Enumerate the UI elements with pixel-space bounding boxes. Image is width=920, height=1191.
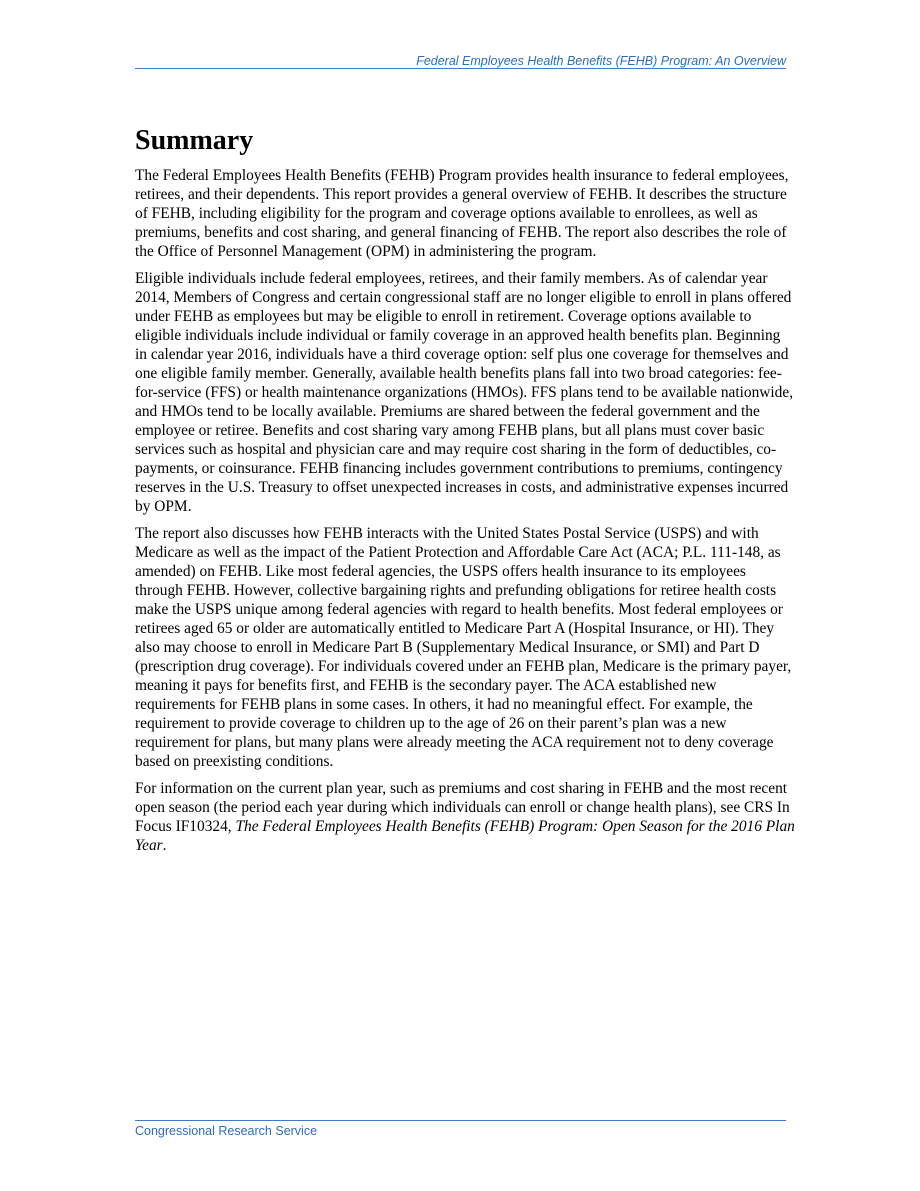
summary-paragraph-4	[135, 779, 795, 855]
running-footer-organization: Congressional Research Service	[135, 1124, 318, 1138]
summary-paragraph-1: The Federal Employees Health Benefits (FEHB) Program provides health insurance to federal employees, retirees, and their dependents. This report provides a general overview of FEHB. It describes the structure of FEHB, including eligibility for the program and coverage options available to enrollees, as well as premiums, benefits and cost sharing, and general financing of FEHB. The report also describes the role of the Office of Personnel Management (OPM) in administering the program.	[135, 167, 789, 260]
running-header-title: Federal Employees Health Benefits (FEHB) Program: An Overview	[416, 54, 786, 68]
footer-rule	[135, 1120, 786, 1121]
summary-paragraph-2: Eligible individuals include federal employees, retirees, and their family members. As of calendar year 2014, Members of Congress and certain congressional staff are no longer eligible to enroll in plans offered under FEHB as employees but may be eligible to enroll in retirement. Coverage options available to eligible individuals include individual or family coverage in an approved health benefits plan. Beginning in calendar year 2016, individuals have a third coverage option: self plus one coverage for themselves and one eligible family member. Generally, available health benefits plans fall into two broad categories: fee-for-service (FFS) or health maintenance organizations (HMOs). FFS plans tend to be available nationwide, and HMOs tend to be locally available. Premiums are shared between the federal government and the employee or retiree. Benefits and cost sharing vary among FEHB plans, but all plans must cover basic services such as hospital and physician care and may require cost sharing in the form of deductibles, co-payments, or coinsurance. FEHB financing includes government contributions to premiums, contingency reserves in the U.S. Treasury to offset unexpected increases in costs, and administrative expenses incurred by OPM.	[135, 270, 794, 515]
summary-section	[135, 122, 795, 863]
paragraph-4-text: For information on the current plan year, such as premiums and cost sharing in FEHB and the most recent open season (the period each year during which individuals can enroll or change health plans), see CRS In Focus IF10324,	[135, 780, 790, 835]
paragraph-4-end: .	[162, 837, 167, 854]
section-title: Summary	[135, 125, 254, 156]
report-citation: The Federal Employees Health Benefits (FEHB) Program: Open Season for the 2016 Plan Year	[135, 818, 795, 854]
summary-paragraph-3: The report also discusses how FEHB interacts with the United States Postal Service (USPS) and with Medicare as well as the impact of the Patient Protection and Affordable Care Act (ACA; P.L. 111-148, as amended) on FEHB. Like most federal agencies, the USPS offers health insurance to its employees through FEHB. However, collective bargaining rights and prefunding obligations for retiree health costs make the USPS unique among federal agencies with regard to health benefits. Most federal employees or retirees aged 65 or older are automatically entitled to Medicare Part A (Hospital Insurance, or HI). They also may choose to enroll in Medicare Part B (Supplementary Medical Insurance, or SMI) and Part D (prescription drug coverage). For individuals covered under an FEHB plan, Medicare is the primary payer, meaning it pays for benefits first, and FEHB is the secondary payer. The ACA established new requirements for FEHB plans in some cases. In others, it had no meaningful effect. For example, the requirement to provide coverage to children up to the age of 26 on their parent’s plan was a new requirement for plans, but many plans were already meeting the ACA requirement not to deny coverage based on preexisting conditions.	[135, 525, 792, 770]
header-rule	[135, 68, 786, 69]
